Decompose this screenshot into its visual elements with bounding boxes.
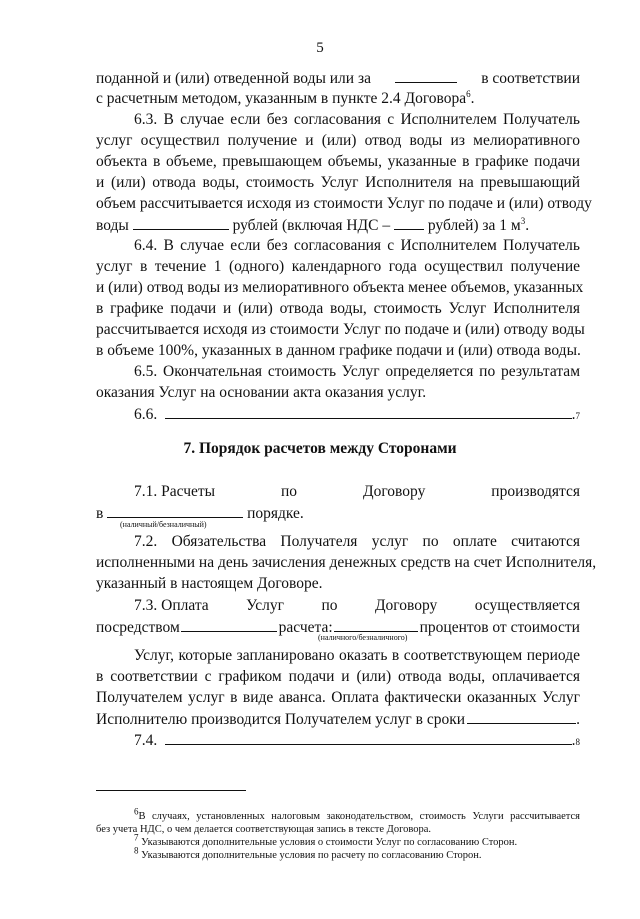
p71-line-1 bbox=[96, 482, 580, 501]
p65-line-2: оказания Услуг на основании акта оказания услуг. bbox=[96, 384, 427, 401]
footnote-7-marker: 7 bbox=[134, 832, 139, 843]
p73-l2-c: процентов от стоимости bbox=[419, 619, 580, 636]
p1-l1-a: поданной и (или) отведенной воды или за bbox=[96, 70, 371, 87]
price-blank[interactable] bbox=[133, 215, 229, 230]
advance-l4-a: Исполнителю производится Получателем услуг в сроки bbox=[96, 711, 466, 728]
p74-line: 7.4. . 8 bbox=[134, 732, 580, 749]
p63-line-1: 6.3. В случае если без согласования с Исполнителем Получатель bbox=[134, 111, 580, 128]
p73-w1: 7.3. Оплата bbox=[134, 597, 209, 614]
p64-line-3: и (или) отвод воды из мелиоративного объекта менее объемов, указанных bbox=[96, 279, 584, 296]
p74-end: . bbox=[571, 732, 576, 749]
footnote-6-line-1 bbox=[96, 806, 580, 823]
p63-l6-end: . bbox=[525, 217, 530, 234]
p71-w4: производятся bbox=[491, 483, 580, 500]
payment-form-blank[interactable] bbox=[107, 503, 243, 518]
p1-l2-end: . bbox=[470, 90, 475, 107]
footnote-8 bbox=[96, 845, 580, 862]
p63-line-5: объем рассчитывается исходя из стоимости Услуг по подаче и (или) отводу bbox=[96, 195, 592, 212]
advance-line-1: Услуг, которые запланировано оказать в соответствующем периоде bbox=[134, 647, 580, 664]
p71-w1: 7.1. Расчеты bbox=[134, 483, 216, 500]
p73-l2-b: расчета: bbox=[278, 619, 333, 636]
footnote-7 bbox=[96, 832, 580, 849]
p72-line-1: 7.2. Обязательства Получателя услуг по оплате считаются bbox=[134, 533, 580, 550]
footnote-8-text: Указываются дополнительные условия по расчету по согласованию Сторон. bbox=[141, 850, 482, 861]
p64-line-5: рассчитывается исходя из стоимости Услуг по подаче и (или) отводу воды bbox=[96, 321, 585, 338]
p64-line-4: в графике подачи и (или) отвода воды, стоимость Услуг Исполнителя bbox=[96, 300, 580, 317]
p1-l2-text: с расчетным методом, указанным в пункте 2.4 Договора bbox=[96, 90, 467, 107]
p63-l6-a: воды bbox=[96, 217, 129, 234]
p63-line-4: и (или) отвода воды, стоимость Услуг Исполнителя на превышающий bbox=[96, 174, 580, 191]
p1-l1-b: в соответствии bbox=[481, 70, 580, 87]
footnote-6-text-1: В случаях, установленных налоговым законодательством, стоимость Услуги рассчитывается bbox=[138, 811, 580, 822]
footnote-separator bbox=[96, 790, 246, 791]
deadline-blank[interactable] bbox=[467, 709, 576, 724]
p63-l6-b: рублей (включая НДС – bbox=[232, 217, 391, 234]
p64-line-1: 6.4. В случае если без согласования с Исполнителем Получатель bbox=[134, 237, 580, 254]
vat-blank[interactable] bbox=[394, 215, 424, 230]
p73-w4: Договору bbox=[374, 597, 438, 614]
p63-l6-c: рублей) за 1 м bbox=[427, 217, 521, 234]
p1-line-1 bbox=[96, 68, 580, 88]
p63-line-3: объекта в объеме, превышающем объемы, указанные в графике подачи bbox=[96, 153, 580, 170]
p1-line-2 bbox=[96, 89, 580, 108]
advance-l4-end: . bbox=[576, 711, 580, 728]
advance-line-2: в соответствии с графиком подачи и (или) отвода воды, оплачивается bbox=[96, 668, 580, 685]
p71-note: (наличный/безналичный) bbox=[120, 520, 207, 529]
p72-line-2: исполненными на день зачисления денежных средств на счет Исполнителя, bbox=[96, 554, 597, 571]
p63-line-6 bbox=[96, 215, 580, 235]
settlement-blank[interactable] bbox=[181, 617, 277, 632]
footnote-ref-6: 6 bbox=[466, 88, 471, 99]
p74-label: 7.4. bbox=[134, 732, 158, 749]
page-number: 5 bbox=[316, 40, 324, 56]
advance-line-3: Получателем услуг в виде аванса. Оплата фактически оказанных Услуг bbox=[96, 689, 580, 706]
p71-l2-a: в bbox=[96, 505, 104, 522]
section-7-heading: 7. Порядок расчетов между Сторонами bbox=[183, 440, 457, 457]
p73-line-1 bbox=[96, 596, 580, 615]
footnote-8-marker: 8 bbox=[134, 845, 139, 856]
p66-line: 6.6. . 7 bbox=[134, 406, 580, 423]
p64-line-2: услуг в течение 1 (одного) календарного года осуществил получение bbox=[96, 258, 580, 275]
p65-line-1: 6.5. Окончательная стоимость Услуг определяется по результатам bbox=[134, 363, 580, 380]
p73-w5: осуществляется bbox=[474, 597, 580, 614]
p64-line-6: в объеме 100%, указанных в данном графике подачи и (или) отвода воды. bbox=[96, 342, 581, 359]
p66-end: . bbox=[571, 406, 576, 423]
p63-line-2: услуг осуществил получение и (или) отвод воды из мелиоративного bbox=[96, 132, 580, 149]
p74-blank[interactable] bbox=[165, 730, 571, 745]
p73-note: (наличного/безналичного) bbox=[318, 633, 408, 642]
p73-w3: по bbox=[321, 597, 338, 614]
cubic-sup: 3 bbox=[520, 215, 526, 226]
footnote-6-marker: 6 bbox=[134, 806, 139, 817]
volume-blank[interactable] bbox=[395, 68, 457, 83]
p72-line-3: указанный в настоящем Договоре. bbox=[96, 575, 323, 592]
percent-blank[interactable] bbox=[334, 617, 418, 632]
p73-l2-a: посредством bbox=[96, 619, 180, 636]
p66-blank[interactable] bbox=[165, 404, 571, 419]
p71-w2: по bbox=[281, 483, 298, 500]
footnote-6-line-2: без учета НДС, о чем делается соответствующая запись в тексте Договора. bbox=[96, 824, 432, 835]
p73-w2: Услуг bbox=[246, 597, 284, 614]
p71-w3: Договору bbox=[363, 483, 426, 500]
advance-line-4 bbox=[96, 709, 580, 729]
footnote-7-text: Указываются дополнительные условия о стоимости Услуг по согласованию Сторон. bbox=[141, 837, 518, 848]
p66-label: 6.6. bbox=[134, 406, 158, 423]
p71-l2-b: порядке. bbox=[247, 505, 304, 522]
